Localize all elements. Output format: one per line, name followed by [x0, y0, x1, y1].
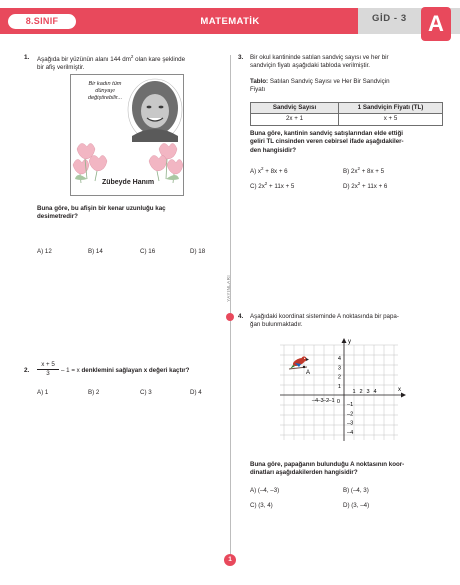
parrot-icon — [289, 356, 309, 369]
table-header-row — [251, 103, 443, 114]
x-axis-arrow-icon — [401, 393, 406, 398]
test-code: GİD - 3 — [372, 13, 407, 24]
q3-stem-line2: sandviçin fiyatı aşağıdaki tabloda verilmiştir. — [250, 62, 371, 70]
poster-quote: Bir kadın tüm dünyayı değiştirebilir... — [87, 81, 123, 101]
publisher-mark — [224, 275, 238, 325]
q1-option-c[interactable]: C) 16 — [140, 248, 156, 255]
q3-table-caption-text: Satılan Sandviç Sayısı ve Her Bir Sandviçin — [268, 78, 390, 85]
y-tick-label: –1 — [347, 402, 354, 409]
q3-question-line1: Buna göre, kantinin sandviç satışlarından elde ettiği — [250, 130, 404, 137]
q1-stem-sup: 2 — [130, 54, 134, 59]
q4-number: 4. — [238, 313, 244, 320]
q1-stem — [37, 54, 227, 73]
q4-option-a[interactable]: A) (–4, –3) — [250, 487, 280, 494]
q3-option-d[interactable] — [343, 181, 387, 191]
q1-question-line1: Buna göre, bu afişin bir kenar uzunluğu kaç — [37, 205, 166, 212]
q1-question-line2: desimetredir? — [37, 213, 78, 221]
y-tick-label: –3 — [347, 420, 354, 427]
q3-stem-line1: Bir okul kantininde satılan sandviç sayısı ve her bir — [250, 54, 389, 61]
header-bar — [0, 0, 460, 46]
q3-number: 3. — [238, 54, 244, 61]
point-a-label: A — [306, 370, 311, 376]
x-tick-label: –4 — [311, 398, 319, 404]
coordinate-plane — [278, 337, 408, 445]
x-tick-label: –3 — [317, 398, 324, 404]
q3-option-a-sup: 2 — [261, 166, 264, 171]
q3-option-d-sup: 2 — [357, 181, 361, 186]
q3-table — [250, 102, 443, 126]
page-number: 1 — [224, 554, 236, 566]
x-tick-label: 3 — [366, 389, 370, 395]
q4-question-line1: Buna göre, papağanın bulunduğu A noktasının koor- — [250, 461, 405, 468]
q3-question-line3: den hangisidir? — [250, 146, 297, 154]
q2-equation-rest: – 1 = x — [61, 367, 80, 374]
table-cell: 2x + 1 — [251, 114, 339, 125]
x-axis-label: x — [398, 387, 401, 393]
q2-fraction-denominator: 3 — [46, 370, 50, 378]
q3-table-caption — [250, 78, 455, 95]
q3-question-line2: geliri TL cinsinden veren cebirsel ifade aşağıdakiler- — [250, 138, 404, 146]
q3-option-a[interactable] — [250, 166, 288, 176]
q4-stem — [250, 313, 455, 330]
q3-option-d-part2: + 11x + 6 — [360, 183, 388, 191]
q4-option-d[interactable]: D) (3, –4) — [343, 502, 370, 509]
q3-option-b-part2: + 8x + 5 — [359, 168, 385, 176]
x-tick-label: 1 — [352, 389, 356, 395]
publisher-name: YAYINLARI — [226, 275, 231, 302]
q3-option-c-sup: 2 — [264, 181, 268, 186]
q2-equation — [61, 367, 189, 375]
q3-stem — [250, 54, 455, 71]
q4-stem-line2: ğan bulunmaktadır. — [250, 321, 303, 329]
portrait-photo — [127, 78, 183, 142]
y-tick-label: –4 — [347, 429, 354, 436]
subject-title: MATEMATİK — [200, 16, 260, 27]
q1-poster — [70, 74, 184, 196]
q3-table-caption-line2: Fiyatı — [250, 86, 266, 94]
q2-option-a[interactable]: A) 1 — [37, 389, 49, 396]
q1-option-d[interactable]: D) 18 — [190, 248, 206, 255]
q1-stem-line2: bir afiş verilmiştir. — [37, 64, 85, 72]
q3-question — [250, 130, 455, 155]
q1-number: 1. — [24, 54, 30, 61]
origin-label: 0 — [336, 399, 340, 405]
x-tick-label: –1 — [328, 398, 335, 404]
y-tick-label: 1 — [337, 383, 341, 390]
poster-name: Zübeyde Hanım — [101, 179, 155, 186]
point-a — [303, 366, 305, 368]
x-tick-label: –2 — [322, 398, 330, 404]
q2-option-c[interactable]: C) 3 — [140, 389, 152, 396]
q3-option-a-part1: A) x — [250, 168, 262, 176]
q4-question — [250, 461, 455, 478]
q4-option-c[interactable]: C) (3, 4) — [250, 502, 273, 509]
y-axis-arrow-icon — [342, 338, 347, 343]
y-tick-label: 2 — [337, 374, 341, 381]
grade-label: 8.SINIF — [8, 14, 76, 29]
y-tick-label: 4 — [337, 356, 341, 363]
q1-question — [37, 205, 227, 222]
q2-fraction — [37, 361, 59, 379]
q2-question: denklemini sağlayan x değeri kaçtır? — [81, 367, 190, 374]
q2-option-b[interactable]: B) 2 — [88, 389, 100, 396]
q1-option-b[interactable]: B) 14 — [88, 248, 103, 255]
table-cell: x + 5 — [339, 114, 443, 125]
q3-option-a-part2: + 8x + 6 — [263, 168, 288, 176]
q2-fraction-numerator: x + 5 — [37, 361, 59, 370]
table-header-cell: 1 Sandviçin Fiyatı (TL) — [339, 103, 443, 114]
q3-option-b[interactable] — [343, 166, 384, 176]
q3-option-b-sup: 2 — [357, 166, 360, 171]
table-row — [251, 114, 443, 125]
q3-option-c[interactable] — [250, 181, 294, 191]
q4-option-b[interactable]: B) (–4, 3) — [343, 487, 369, 494]
q2-option-d[interactable]: D) 4 — [190, 389, 202, 396]
q3-option-b-part1: B) 2x — [343, 168, 358, 176]
x-tick-label: 4 — [373, 389, 377, 395]
x-tick-label: 2 — [359, 389, 363, 395]
q2-number: 2. — [24, 367, 30, 374]
q4-stem-line1: Aşağıdaki koordinat sisteminde A noktasında bir papa- — [250, 313, 399, 320]
q1-stem-part1: Aşağıda bir yüzünün alanı 144 dm — [37, 56, 131, 64]
q1-stem-part2: olan kare şeklinde — [133, 56, 186, 64]
q4-question-line2: dinatları aşağıdakilerden hangisidir? — [250, 469, 358, 477]
y-tick-label: –2 — [347, 411, 354, 418]
booklet-badge: A — [421, 7, 451, 41]
q3-option-c-part2: + 11x + 5 — [267, 183, 295, 191]
q3-option-d-part1: D) 2x — [343, 183, 358, 191]
y-axis-label: y — [348, 339, 351, 345]
q3-table-caption-label: Tablo: — [250, 78, 269, 85]
q3-option-c-part1: C) 2x — [250, 183, 265, 191]
publisher-logo-icon — [226, 313, 234, 321]
y-tick-label: 3 — [337, 365, 341, 372]
table-header-cell: Sandviç Sayısı — [251, 103, 339, 114]
q1-option-a[interactable]: A) 12 — [37, 248, 52, 255]
